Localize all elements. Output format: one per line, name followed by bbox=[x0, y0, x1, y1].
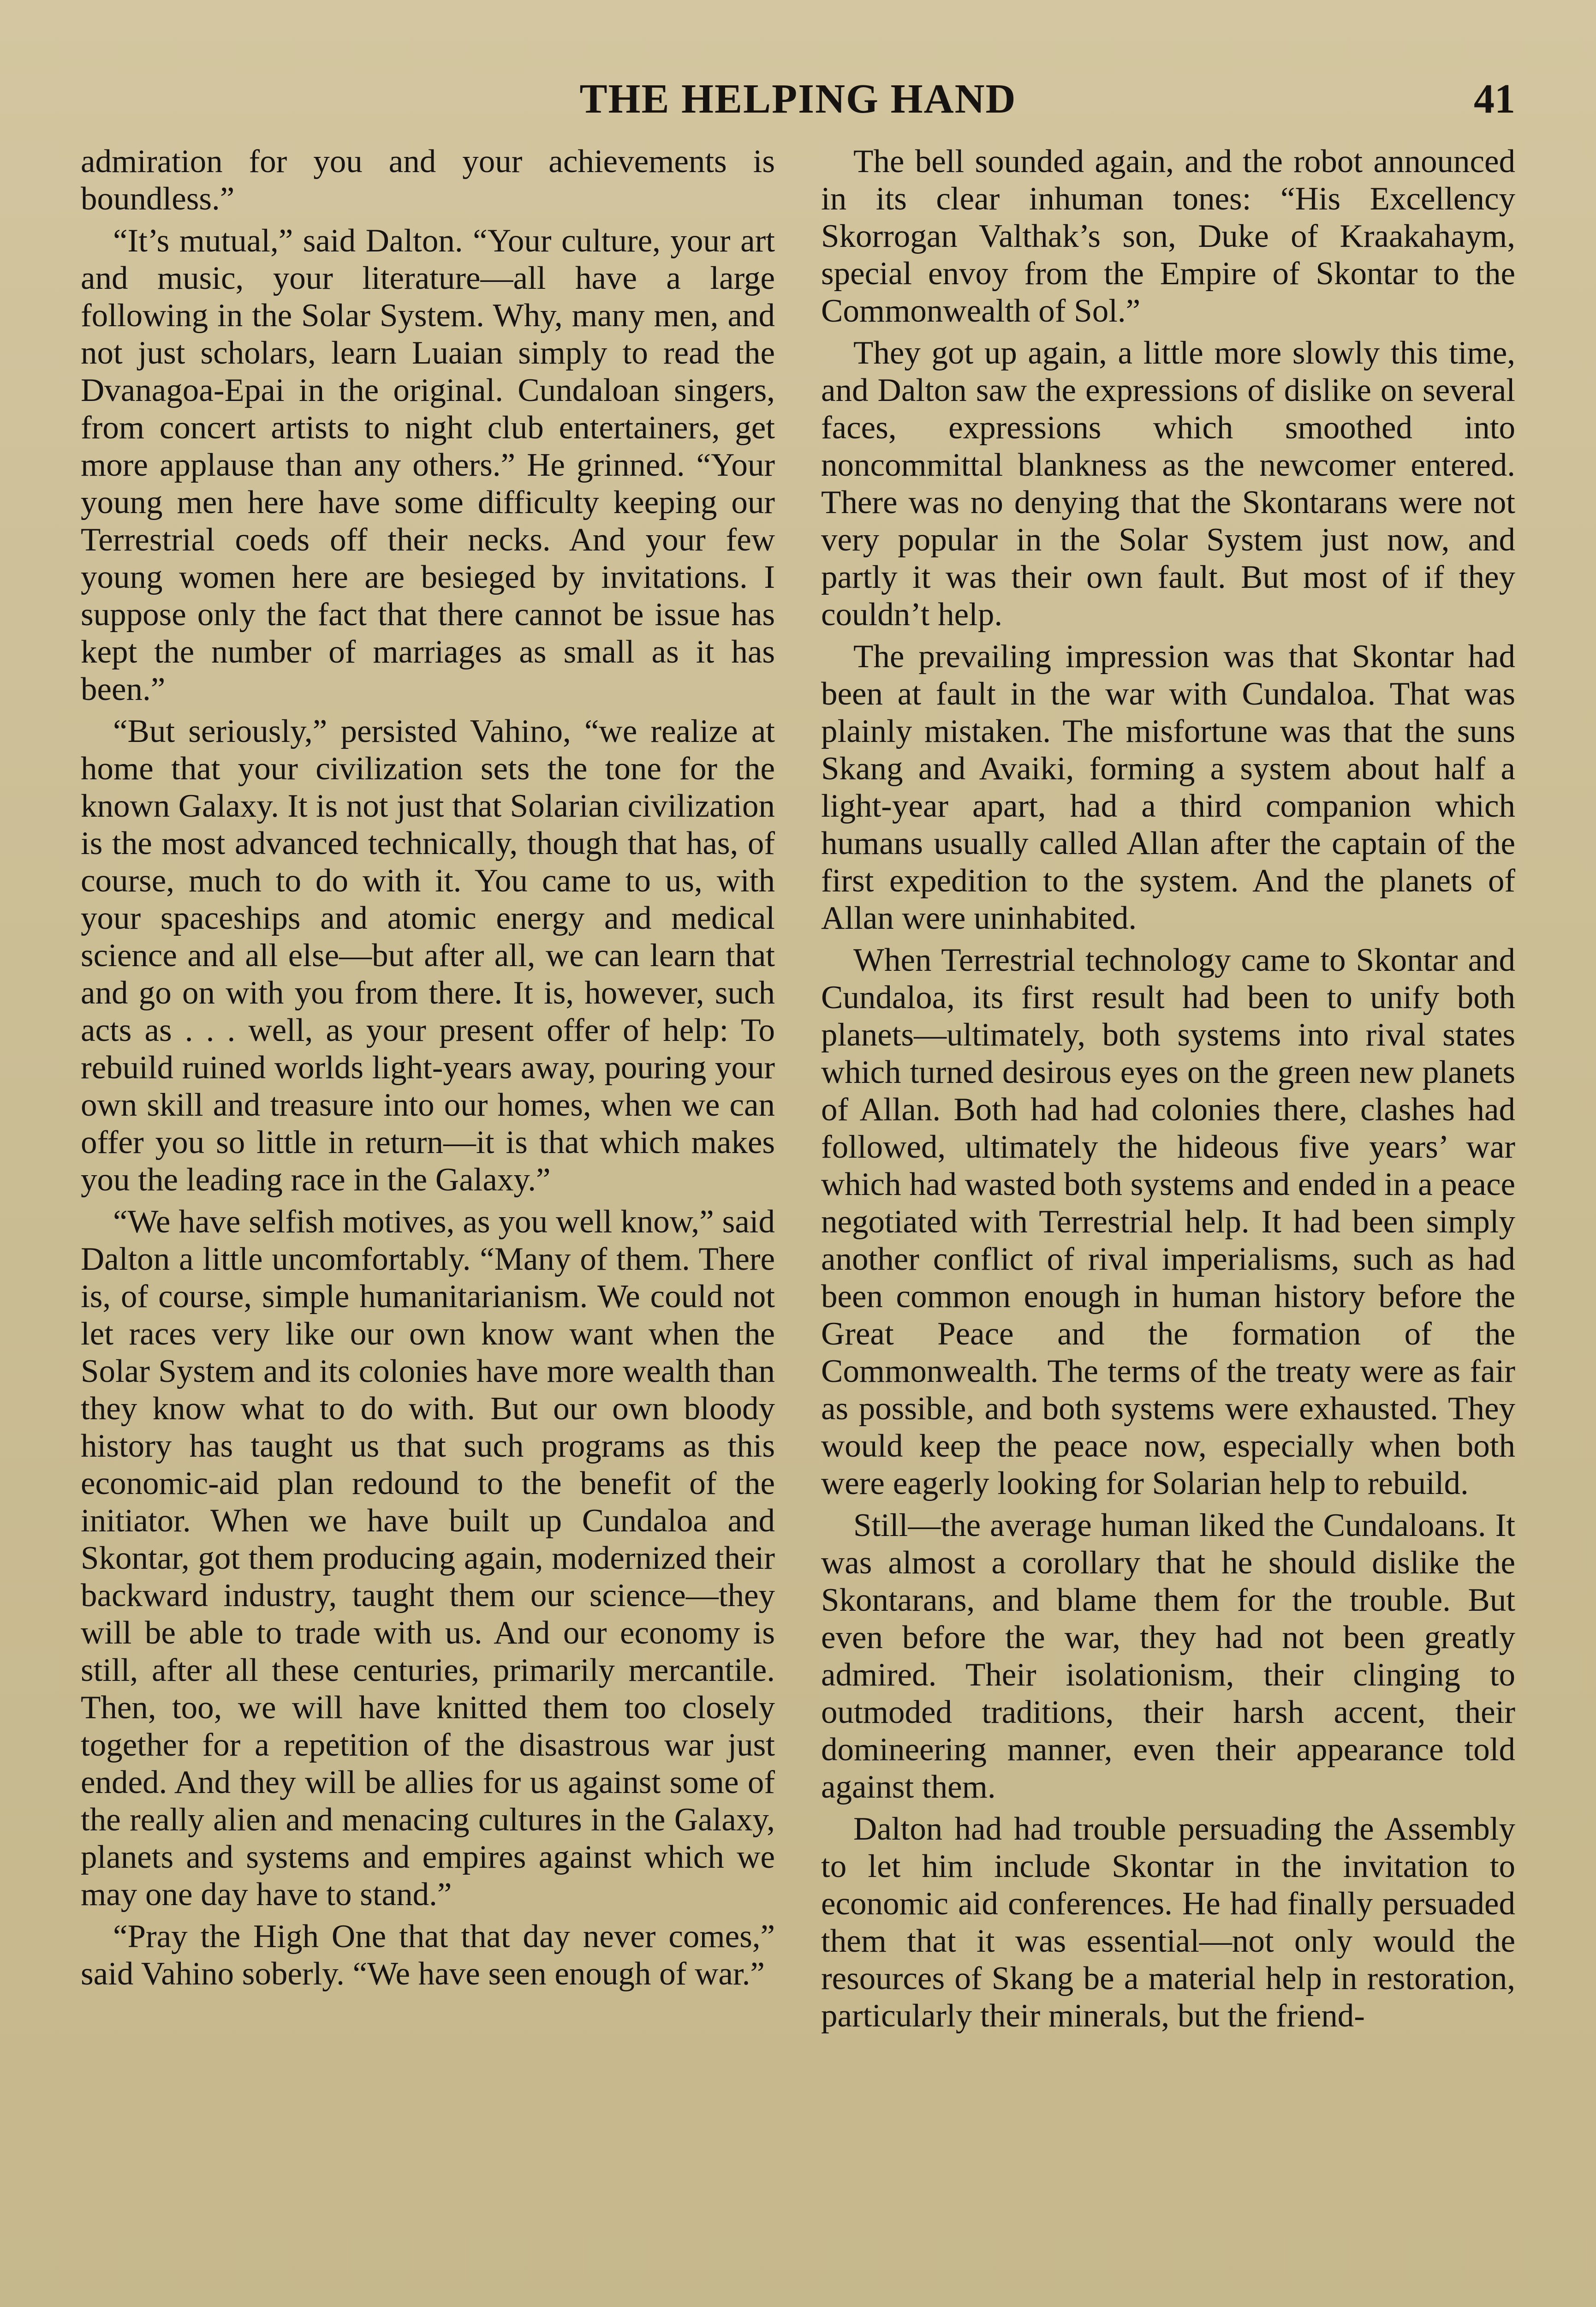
page-header bbox=[81, 69, 1515, 129]
paragraph: The bell sounded again, and the robot announced in its clear inhuman tones: “His Excellency Skorrogan Valthak’s son, Duke of Kraakahaym, special envoy from the Empire of Skontar to the Commonwealth of Sol.” bbox=[821, 143, 1515, 329]
left-column bbox=[81, 143, 775, 2307]
paragraph: “But seriously,” persisted Vahino, “we realize at home that your civilization sets the tone for the known Galaxy. It is not just that Solarian civilization is the most advanced technically, though that has, of course, much to do with it. You came to us, with your spaceships and atomic energy and medical science and all else—but after all, we can learn that and go on with you from there. It is, however, such acts as . . . well, as your present offer of help: To rebuild ruined worlds light-years away, pouring your own skill and treasure into our homes, when we can offer you so little in return—it is that which makes you the leading race in the Galaxy.” bbox=[81, 713, 775, 1198]
right-column bbox=[821, 143, 1515, 2307]
paragraph: admiration for you and your achievements is boundless.” bbox=[81, 143, 775, 217]
page-number: 41 bbox=[1474, 76, 1515, 122]
paragraph: Still—the average human liked the Cundaloans. It was almost a corollary that he should dislike the Skontarans, and blame them for the trouble. But even before the war, they had not been greatly admired. Their isolationism, their clinging to outmoded traditions, their harsh accent, their domineering manner, even their appearance told against them. bbox=[821, 1507, 1515, 1805]
paragraph: When Terrestrial technology came to Skontar and Cundaloa, its first result had been to unify both planets—ultimately, both systems into rival states which turned desirous eyes on the green new planets of Allan. Both had had colonies there, clashes had followed, ultimately the hideous five years’ war which had wasted both systems and ended in a peace negotiated with Terrestrial help. It had been simply another conflict of rival imperialisms, such as had been common enough in human history before the Great Peace and the formation of the Commonwealth. The terms of the treaty were as fair as possible, and both systems were exhausted. They would keep the peace now, especially when both were eagerly looking for Solarian help to rebuild. bbox=[821, 942, 1515, 1501]
running-title: THE HELPING HAND bbox=[579, 76, 1017, 122]
paragraph: Dalton had had trouble persuading the Assembly to let him include Skontar in the invitation to economic aid conferences. He had finally persuaded them that it was essential—not only would the resources of Skang be a material help in restoration, particularly their minerals, but the friend- bbox=[821, 1811, 1515, 2034]
paragraph: “It’s mutual,” said Dalton. “Your culture, your art and music, your literature—all have a large following in the Solar System. Why, many men, and not just scholars, learn Luaian simply to read the Dvanagoa-Epai in the original. Cundaloan singers, from concert artists to night club entertainers, get more applause than any others.” He grinned. “Your young men here have some difficulty keeping our Terrestrial coeds off their necks. And your few young women here are besieged by invitations. I suppose only the fact that there cannot be issue has kept the number of marriages as small as it has been.” bbox=[81, 223, 775, 707]
text-columns bbox=[81, 143, 1515, 2307]
paragraph: The prevailing impression was that Skontar had been at fault in the war with Cundaloa. That was plainly mistaken. The misfortune was that the suns Skang and Avaiki, forming a system about half a light-year apart, had a third companion which humans usually called Allan after the captain of the first expedition to the system. And the planets of Allan were uninhabited. bbox=[821, 639, 1515, 936]
paragraph: “We have selfish motives, as you well know,” said Dalton a little uncomfortably. “Many of them. There is, of course, simple humanitarianism. We could not let races very like our own know want when the Solar System and its colonies have more wealth than they know what to do with. But our own bloody history has taught us that such programs as this economic-aid plan redound to the benefit of the initiator. When we have built up Cundaloa and Skontar, got them producing again, modernized their backward industry, taught them our science—they will be able to trade with us. And our economy is still, after all these centuries, primarily mercantile. Then, too, we will have knitted them too closely together for a repetition of the disastrous war just ended. And they will be allies for us against some of the really alien and menacing cultures in the Galaxy, planets and systems and empires against which we may one day have to stand.” bbox=[81, 1204, 775, 1913]
paragraph: They got up again, a little more slowly this time, and Dalton saw the expressions of dislike on several faces, expressions which smoothed into noncommittal blankness as the newcomer entered. There was no denying that the Skontarans were not very popular in the Solar System just now, and partly it was their own fault. But most of if they couldn’t help. bbox=[821, 335, 1515, 633]
paragraph: “Pray the High One that that day never comes,” said Vahino soberly. “We have seen enough of war.” bbox=[81, 1919, 775, 1992]
